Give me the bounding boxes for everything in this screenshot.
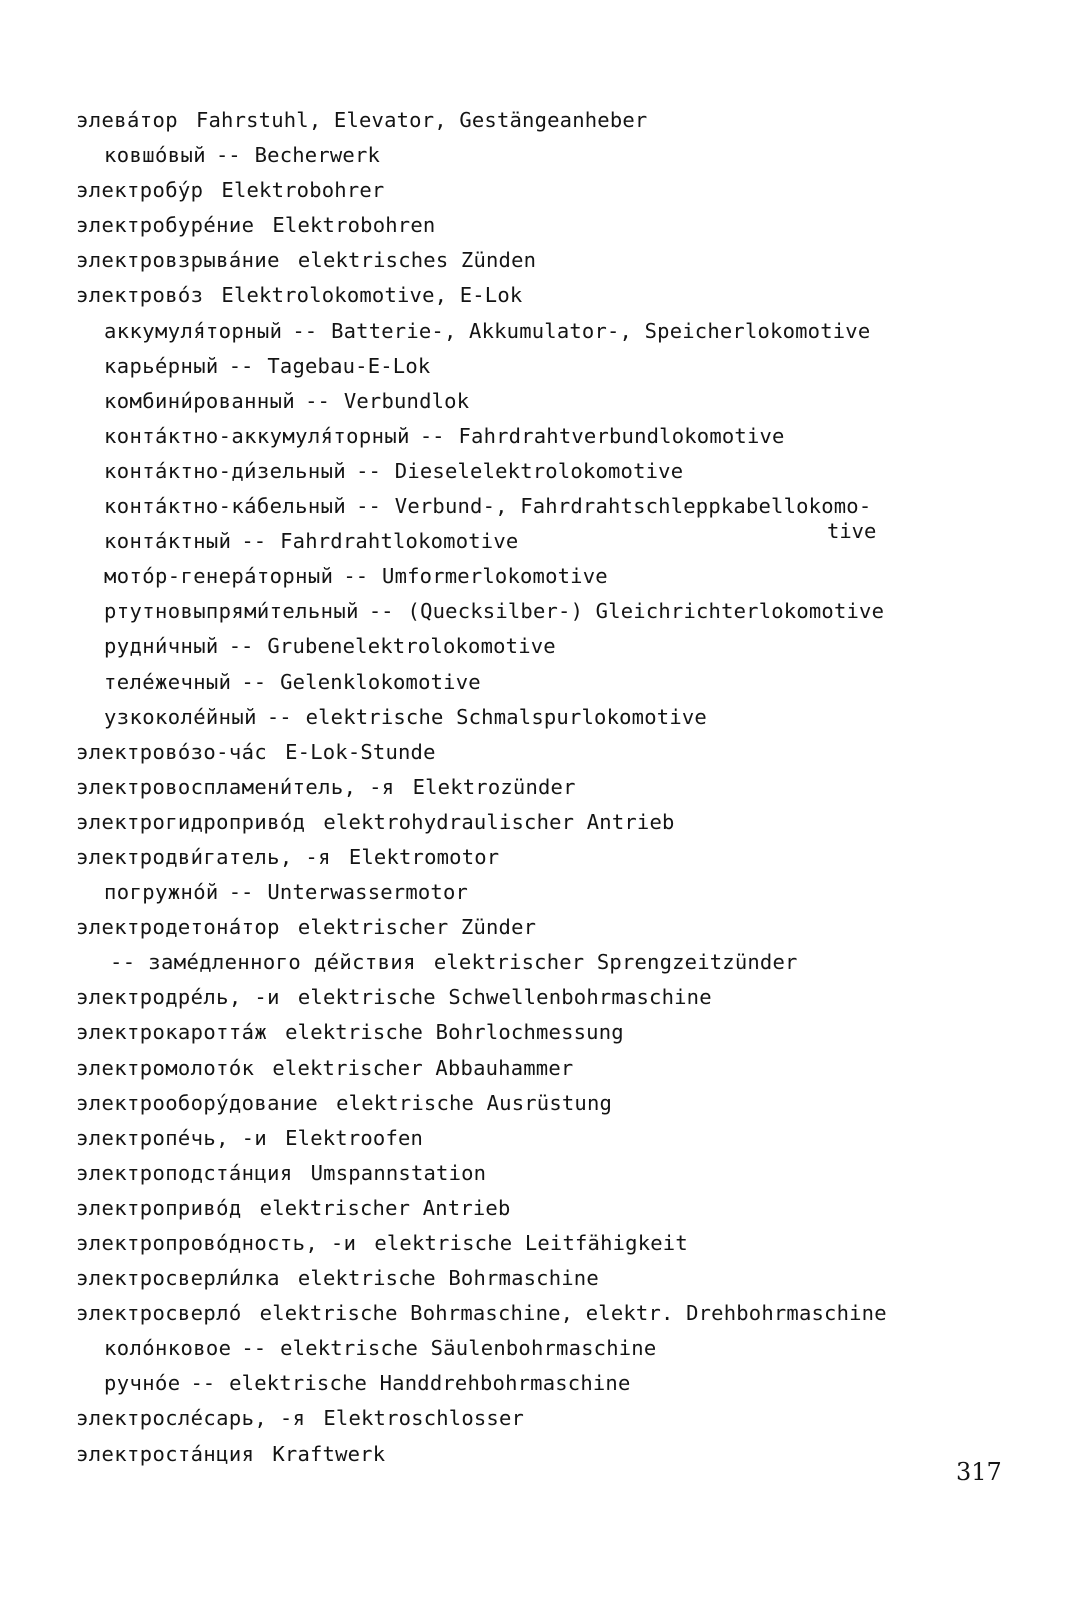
headword-entry: [76, 1121, 1036, 1156]
russian-term: конта́ктно-ди́зельный: [104, 458, 347, 483]
german-translation: Gelenklokomotive: [280, 669, 481, 694]
subentry: [76, 665, 1036, 700]
repeat-dash: --: [228, 353, 254, 378]
german-translation: Fahrstuhl, Elevator, Gestängeanheber: [195, 108, 648, 132]
russian-term: ковшо́вый: [104, 143, 206, 168]
german-translation: elektrohydraulischer Antrieb: [323, 809, 675, 834]
german-translation: Tagebau-E-Lok: [267, 353, 431, 378]
headword-entry: [76, 1296, 1036, 1331]
german-translation: E-Lok-Stunde: [285, 739, 436, 764]
german-translation: elektrischer Zünder: [297, 915, 537, 940]
russian-term: электрогидроприво́д: [76, 809, 306, 834]
russian-term: электрокаротта́ж: [76, 1020, 268, 1045]
german-translation: Batterie-, Akkumulator-, Speicherlokomotive: [331, 318, 871, 343]
russian-term: ручно́е: [104, 1371, 181, 1396]
headword-entry: [76, 1015, 1036, 1050]
russian-term: узкоколе́йный: [104, 704, 257, 729]
german-translation: elektrische Säulenbohrmaschine: [280, 1336, 657, 1361]
russian-term: электроприво́д: [76, 1195, 242, 1220]
subentry: [76, 524, 1036, 559]
headword-entry: [76, 173, 1036, 208]
russian-term: аккумуля́торный: [104, 318, 283, 343]
german-translation: (Quecksilber-) Gleichrichterlokomotive: [407, 599, 885, 624]
subentry: [76, 1331, 1036, 1366]
subentry: [76, 349, 1036, 384]
german-translation: Elektroschlosser: [323, 1406, 525, 1431]
russian-term: электросверло́: [76, 1301, 242, 1326]
russian-term: теле́жечный: [104, 669, 232, 694]
headword-entry: [76, 1156, 1036, 1191]
german-translation: elektrische Schmalspurlokomotive: [305, 704, 707, 729]
headword-entry: [76, 1437, 1036, 1472]
german-translation: elektrische Bohrmaschine: [297, 1266, 599, 1291]
entry-list: [76, 103, 1036, 1472]
russian-term: электроподста́нция: [76, 1160, 293, 1185]
hyphenated-word-continuation: tive: [827, 519, 877, 543]
german-translation: Verbundlok: [343, 388, 470, 413]
russian-term: электросле́сарь, -я: [76, 1406, 306, 1431]
subentry: [76, 419, 1036, 454]
russian-term: электрово́зо-ча́с: [76, 739, 268, 764]
german-translation: Kraftwerk: [272, 1441, 386, 1466]
russian-term: электроста́нция: [76, 1441, 255, 1466]
russian-term: -- заме́дленного де́йствия: [110, 950, 416, 975]
subentry: [76, 875, 1036, 910]
subentry: [76, 559, 1036, 594]
german-translation: elektrische Handdrehbohrmaschine: [229, 1371, 631, 1396]
headword-entry: [76, 1401, 1036, 1436]
russian-term: конта́ктно-аккумуля́торный: [104, 423, 410, 448]
russian-term: электровоспламени́тель, -я: [76, 774, 395, 799]
german-translation: elektrischer Sprengzeitzünder: [433, 950, 798, 975]
subentry: [76, 700, 1036, 735]
german-translation: Fahrdrahtlokomotive: [280, 529, 519, 554]
german-translation: elektrischer Abbauhammer: [272, 1055, 574, 1080]
subentry: [76, 945, 1036, 980]
repeat-dash: --: [241, 669, 267, 694]
russian-term: карье́рный: [104, 353, 219, 378]
german-translation: Umformerlokomotive: [382, 564, 608, 589]
russian-term: электровзрыва́ние: [76, 248, 280, 273]
headword-entry: [76, 208, 1036, 243]
headword-entry: [76, 770, 1036, 805]
german-translation: Elektromotor: [348, 844, 500, 869]
subentry: [76, 629, 1036, 664]
german-translation: elektrische Schwellenbohrmaschine: [297, 985, 712, 1010]
russian-term: электродви́гатель, -я: [76, 844, 331, 869]
german-translation: Umspannstation: [310, 1160, 487, 1185]
subentry: [76, 138, 1036, 173]
repeat-dash: --: [292, 318, 318, 343]
headword-entry: [76, 840, 1036, 875]
headword-entry: [76, 243, 1036, 278]
russian-term: элева́тор: [76, 108, 178, 132]
repeat-dash: --: [241, 529, 267, 554]
headword-entry: [76, 278, 1036, 313]
repeat-dash: --: [305, 388, 330, 413]
repeat-dash: --: [419, 423, 445, 448]
headword-entry: [76, 980, 1036, 1015]
repeat-dash: --: [368, 599, 394, 624]
german-translation: Elektrobohrer: [221, 178, 385, 203]
german-translation: Verbund-, Fahrdrahtschleppkabellokomo-: [394, 494, 872, 519]
russian-term: электропе́чь, -и: [76, 1125, 268, 1150]
repeat-dash: --: [228, 880, 254, 905]
subentry: [76, 489, 1036, 524]
repeat-dash: --: [228, 634, 254, 659]
russian-term: электробу́р: [76, 178, 204, 203]
russian-term: конта́ктно-ка́бельный: [104, 494, 347, 519]
russian-term: электрово́з: [76, 283, 204, 308]
german-translation: Becherwerk: [254, 143, 381, 168]
german-translation: elektrische Bohrlochmessung: [285, 1020, 624, 1045]
repeat-dash: --: [215, 143, 241, 168]
german-translation: Grubenelektrolokomotive: [267, 634, 556, 659]
german-translation: elektrisches Zünden: [297, 248, 537, 273]
german-translation: elektrische Bohrmaschine, elektr. Drehbohrmaschine: [259, 1301, 887, 1326]
russian-term: электродре́ль, -и: [76, 985, 280, 1010]
subentry: [76, 1366, 1036, 1401]
german-translation: Unterwassermotor: [267, 880, 469, 905]
headword-entry: [76, 1226, 1036, 1261]
russian-term: электросверли́лка: [76, 1266, 280, 1291]
german-translation: Elektrobohren: [272, 213, 436, 238]
subentry: [76, 454, 1036, 489]
russian-term: электромолото́к: [76, 1055, 255, 1080]
russian-term: ртутновыпрями́тельный: [104, 599, 359, 624]
headword-entry: [76, 1051, 1036, 1086]
russian-term: комбини́рованный: [104, 388, 296, 413]
repeat-dash: --: [343, 564, 369, 589]
german-translation: Elektroofen: [285, 1125, 424, 1150]
german-translation: Elektrozünder: [412, 774, 576, 799]
german-translation: Dieselelektrolokomotive: [394, 458, 684, 483]
russian-term: электродетона́тор: [76, 915, 280, 940]
russian-term: конта́ктный: [104, 529, 232, 554]
russian-term: электробуре́ние: [76, 213, 255, 238]
page-number: 317: [956, 1458, 1002, 1486]
headword-entry: [76, 805, 1036, 840]
headword-entry: [76, 1261, 1036, 1296]
german-translation: elektrischer Antrieb: [259, 1195, 511, 1220]
repeat-dash: --: [266, 704, 292, 729]
repeat-dash: --: [356, 494, 381, 519]
repeat-dash: --: [356, 458, 381, 483]
repeat-dash: --: [241, 1336, 267, 1361]
german-translation: Fahrdrahtverbundlokomotive: [458, 423, 785, 448]
headword-entry: [76, 1086, 1036, 1121]
russian-term: мото́р-генера́торный: [104, 564, 334, 589]
russian-term: коло́нковое: [104, 1336, 232, 1361]
german-translation: Elektrolokomotive, E-Lok: [221, 283, 523, 308]
german-translation: elektrische Leitfähigkeit: [374, 1231, 688, 1255]
subentry: [76, 314, 1036, 349]
repeat-dash: --: [190, 1371, 216, 1396]
russian-term: рудни́чный: [104, 634, 219, 659]
german-translation: elektrische Ausrüstung: [336, 1090, 613, 1115]
headword-entry: [76, 1191, 1036, 1226]
subentry: [76, 594, 1036, 629]
subentry: [76, 384, 1036, 419]
russian-term: электрооборýдование: [76, 1090, 319, 1115]
russian-term: электропрово́дность, -и: [76, 1231, 357, 1255]
headword-entry: [76, 910, 1036, 945]
headword-entry: [76, 735, 1036, 770]
headword-entry: [76, 103, 1036, 138]
russian-term: погружно́й: [104, 880, 219, 905]
